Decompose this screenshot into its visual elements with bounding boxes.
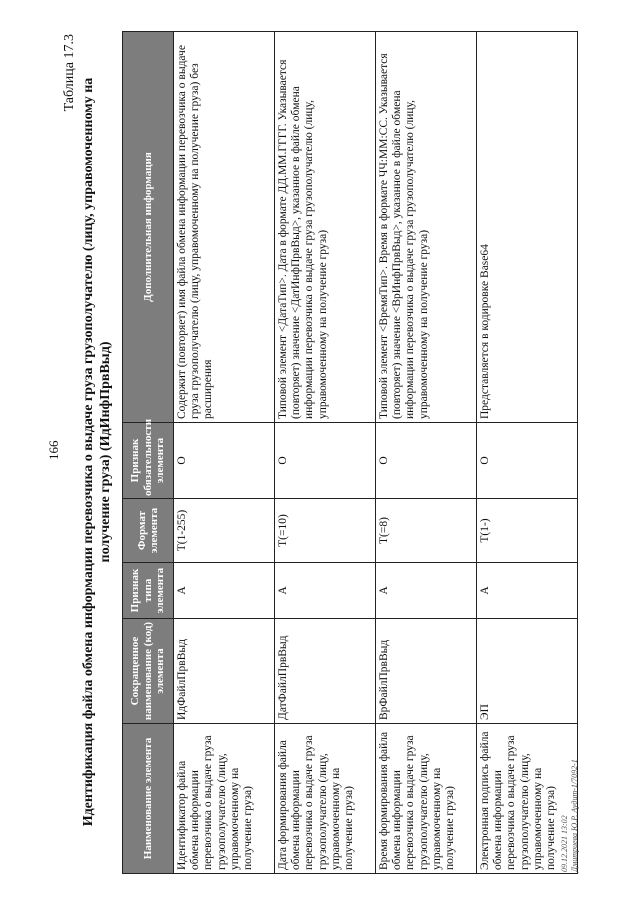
cell-info: Типовой элемент <ДатаТип>. Дата в формате ДД.ММ.ГГГГ. Указывается (повторяет) значение <ДатИнфПрвВыд>, указанное в файле обмена информации перевозчика о выдаче груза грузополучателю (лицу, управомоченному на получение груза) [275,32,376,423]
document-stamp [560,759,580,872]
cell-code: ВрФайлПрвВыд [376,619,477,724]
cell-info: Представляется в кодировке Base64 [477,32,578,423]
cell-format: T(1-) [477,499,578,563]
cell-type: А [376,563,477,619]
cell-format: T(=10) [275,499,376,563]
cell-name: Идентификатор файла обмена информации перевозчика о выдаче груза грузополучателю (лицу, управомоченному на получение груза) [174,724,275,874]
cell-info: Содержит (повторяет) имя файла обмена информации перевозчика о выдаче груза грузополучателю (лицу, управомоченному на получение груза) без расширения [174,32,275,423]
header-name: Наименование элемента [123,724,174,874]
table-row [477,32,578,874]
cell-format: T(1-255) [174,499,275,563]
cell-type: А [477,563,578,619]
cell-required: О [174,423,275,499]
cell-format: T(=8) [376,499,477,563]
cell-name: Электронная подпись файла обмена информации перевозчика о выдаче груза грузополучателю (лицу, управомоченному на получение груза) [477,724,578,874]
cell-info: Типовой элемент <ВремяТип>. Время в формате ЧЧ:ММ:СС. Указывается (повторяет) значение <ВрИнфПрвВыд>, указанное в файле обмена информации перевозчика о выдаче груза грузополучателю (лицу, управомоченному на получение груза) [376,32,477,423]
cell-required: О [275,423,376,499]
header-required: Признак обязательности элемента [123,423,174,499]
table-row [376,32,477,874]
cell-code: ИдФайлПрвВыд [174,619,275,724]
cell-code: ЭП [477,619,578,724]
stamp-author: Дмитриева Ю.Р. Аудит-1/7092-1 [570,759,579,872]
header-type: Признак типа элемента [123,563,174,619]
table-row [174,32,275,874]
header-info: Дополнительная информация [123,32,174,423]
elements-table [122,31,578,874]
table-title: Идентификация файла обмена информации перевозчика о выдаче груза грузополучателю (лицу, управомоченному на получение груза) (ИдИнфПрвВыд) [81,77,113,827]
stamp-date: 09.12.2021 13:02 [560,815,569,872]
cell-type: А [275,563,376,619]
cell-code: ДатФайлПрвВыд [275,619,376,724]
header-format: Формат элемента [123,499,174,563]
table-header-row [123,32,174,874]
rotated-content [40,28,600,876]
header-code: Сокращенное наименование (код) элемента [123,619,174,724]
page-number: 166 [46,440,61,460]
cell-name: Время формирования файла обмена информации перевозчика о выдаче груза грузополучателю (лицу, управомоченному на получение груза) [376,724,477,874]
cell-required: О [376,423,477,499]
cell-name: Дата формирования файла обмена информации перевозчика о выдаче груза грузополучателю (лицу, управомоченному на получение груза) [275,724,376,874]
cell-required: О [477,423,578,499]
cell-type: А [174,563,275,619]
table-label: Таблица 17.3 [62,34,77,112]
table-row [275,32,376,874]
